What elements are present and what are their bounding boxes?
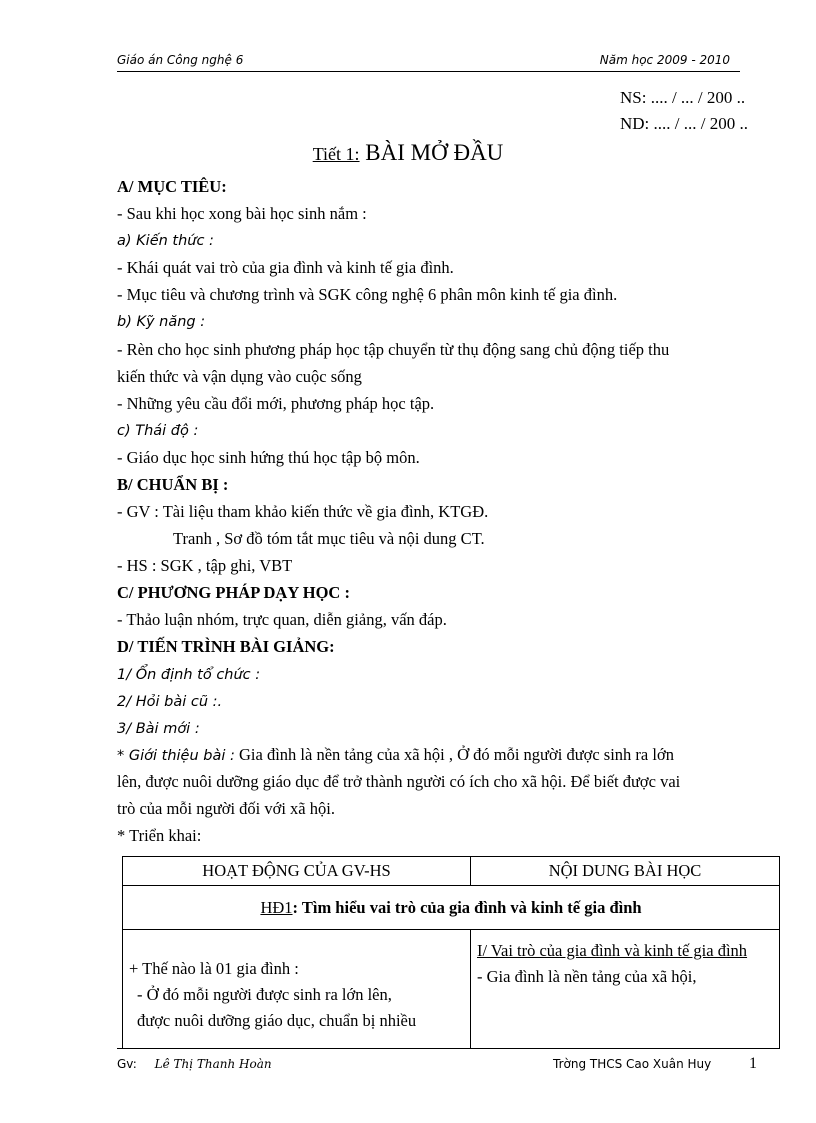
section-a-heading: A/ MỤC TIÊU: [117,177,227,196]
prep-teacher: - GV : Tài liệu tham khảo kiến thức về gia đình, KTGĐ. [117,502,489,521]
activity-answer-2: được nuôi dưỡng giáo dục, chuẩn bị nhiều [137,1011,417,1030]
header-school-year: Năm học 2009 - 2010 [599,53,730,67]
content-cell [471,930,780,1049]
intro-label: * Giới thiệu bài : [117,748,235,764]
skills-item-2: - Những yêu cầu đổi mới, phương pháp học tập. [117,394,435,413]
section-b-heading: B/ CHUẨN BỊ : [117,475,229,494]
trien-khai-label: * Triển khai: [117,826,202,845]
method-item-1: - Thảo luận nhóm, trực quan, diễn giảng, vấn đáp. [117,610,447,629]
knowledge-item-2: - Mục tiêu và chương trình và SGK công nghệ 6 phân môn kinh tế gia đình. [117,285,618,304]
footer-school: Trờng THCS Cao Xuân Huy [553,1057,712,1071]
col-content-header: NỘI DUNG BÀI HỌC [471,857,780,886]
step-1: 1/ Ổn định tổ chức : [117,667,261,683]
intro-line-1 [117,745,674,765]
skills-heading: b) Kỹ năng : [117,314,206,330]
attitude-item-1: - Giáo dục học sinh hứng thú học tập bộ môn. [117,448,420,467]
nd-date: ND: .... / ... / 200 .. [620,114,748,133]
activity-1-text: : Tìm hiểu vai trò của gia đình và kinh tế gia đình [292,897,642,917]
table-activity-row [123,886,780,930]
activity-question: + Thế nào là 01 gia đình : [129,959,299,978]
page-footer [117,1048,757,1072]
activity-1-label: HĐ1 [260,897,293,917]
page-header [117,51,740,72]
intro-text: Gia đình là nền tảng của xã hội , Ở đó mỗi người được sinh ra lớn [234,745,674,764]
content-heading: I/ Vai trò của gia đình và kinh tế gia đình [477,941,748,960]
section-d-heading: D/ TIẾN TRÌNH BÀI GIẢNG: [117,637,335,656]
content-item-1: - Gia đình là nền tảng của xã hội, [477,967,697,986]
page-title [0,140,816,166]
prep-student: - HS : SGK , tập ghi, VBT [117,556,293,575]
lesson-title: BÀI MỞ ĐẦU [365,140,504,165]
footer-teacher [117,1057,272,1071]
table-header-row [123,857,780,886]
activity-1-title [123,886,780,930]
lesson-table [122,856,780,1049]
activity-answer-1: - Ở đó mỗi người được sinh ra lớn lên, [137,985,392,1004]
skills-item-1-cont: kiến thức và vận dụng vào cuộc sống [117,367,362,386]
footer-teacher-label: Gv: [117,1057,137,1071]
section-a-intro: - Sau khi học xong bài học sinh nắm : [117,204,367,223]
table-row [123,930,780,1049]
lesson-number: Tiết 1: [312,144,360,164]
page-number: 1 [749,1055,757,1072]
header-subject: Giáo án Công nghệ 6 [117,53,244,67]
intro-line-3: trò của mỗi người đối với xã hội. [117,799,335,818]
knowledge-heading: a) Kiến thức : [117,233,214,249]
intro-line-2: lên, được nuôi dưỡng giáo dục để trở thành người có ích cho xã hội. Để biết được vai [117,772,681,791]
activities-cell [123,930,471,1049]
skills-item-1: - Rèn cho học sinh phương pháp học tập chuyển từ thụ động sang chủ động tiếp thu [117,340,670,359]
section-c-heading: C/ PHƯƠNG PHÁP DẠY HỌC : [117,583,350,602]
footer-teacher-name: Lê Thị Thanh Hoàn [154,1057,272,1071]
knowledge-item-1: - Khái quát vai trò của gia đình và kinh tế gia đình. [117,258,454,277]
ns-date: NS: .... / ... / 200 .. [620,88,746,107]
col-activities-header: HOẠT ĐỘNG CỦA GV-HS [123,857,471,886]
step-3: 3/ Bài mới : [117,721,200,737]
step-2: 2/ Hỏi bài cũ :. [117,694,223,710]
attitude-heading: c) Thái độ : [117,423,199,439]
prep-teacher-2: Tranh , Sơ đồ tóm tắt mục tiêu và nội dung CT. [173,529,485,548]
